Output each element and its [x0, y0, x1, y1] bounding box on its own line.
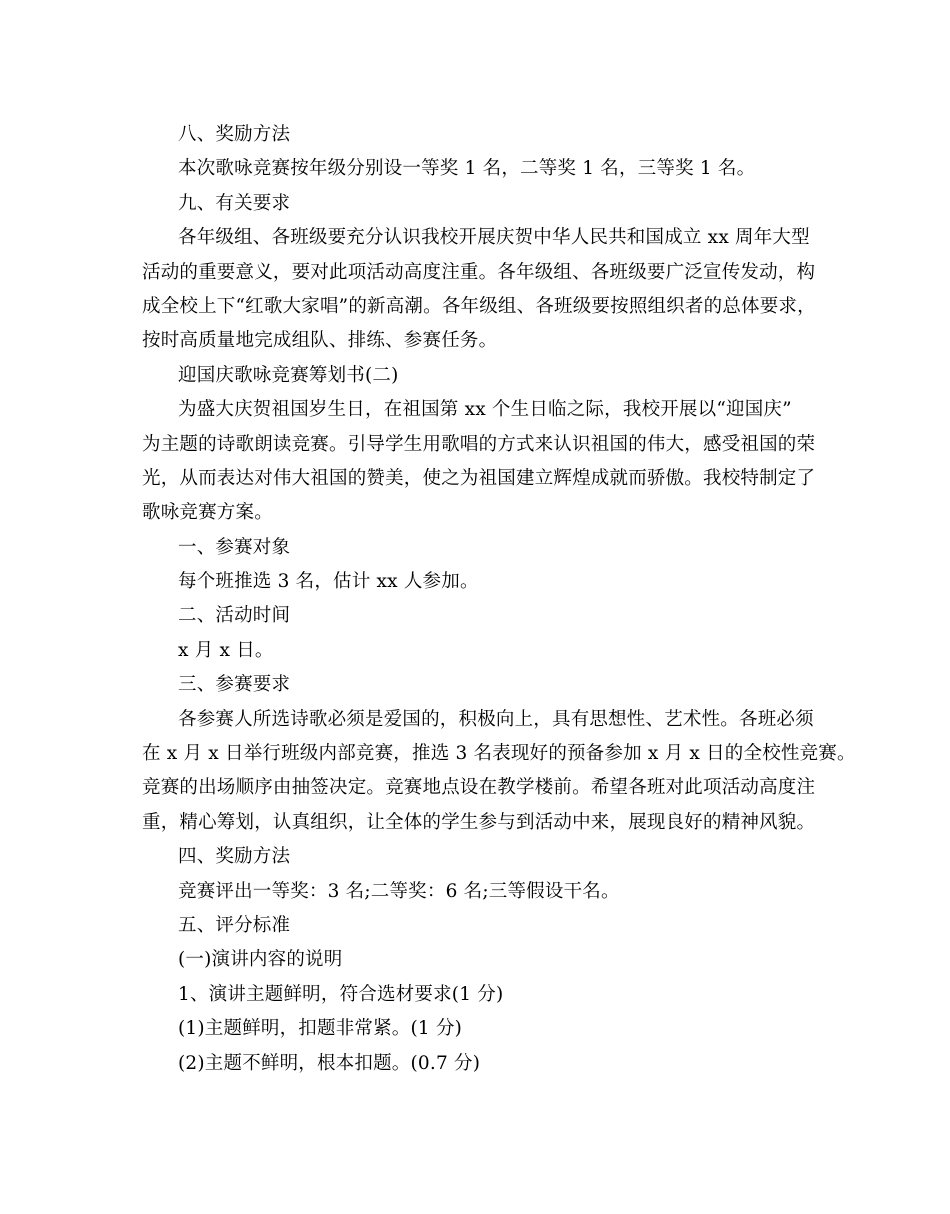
text-line: 竞赛评出一等奖：3 名;二等奖：6 名;三等假设干名。: [178, 880, 620, 902]
text-line: 为盛大庆贺祖国岁生日，在祖国第 xx 个生日临之际，我校开展以“迎国庆”: [178, 399, 792, 421]
text-line: 本次歌咏竞赛按年级分别设一等奖 1 名，二等奖 1 名，三等奖 1 名。: [178, 158, 756, 180]
text-line: (2)主题不鲜明，根本扣题。(0.7 分): [178, 1052, 481, 1074]
text-line: 重，精心筹划，认真组织，让全体的学生参与到活动中来，展现良好的精神风貌。: [142, 811, 816, 833]
text-line: 各年级组、各班级要充分认识我校开展庆贺中华人民共和国成立 xx 周年大型: [178, 227, 810, 249]
text-line: 每个班推选 3 名，估计 xx 人参加。: [178, 571, 479, 593]
text-line: x 月 x 日。: [178, 639, 274, 661]
text-line: (1)主题鲜明，扣题非常紧。(1 分): [178, 1018, 463, 1040]
text-line: 四、奖励方法: [178, 846, 291, 868]
text-line: 按时高质量地完成组队、排练、参赛任务。: [142, 330, 498, 352]
text-line: 三、参赛要求: [178, 674, 291, 696]
text-line: 迎国庆歌咏竞赛筹划书(二): [178, 364, 399, 386]
text-line: 九、有关要求: [178, 192, 291, 214]
text-line: 成全校上下“红歌大家唱”的新高潮。各年级组、各班级要按照组织者的总体要求，: [142, 295, 816, 317]
text-line: 为主题的诗歌朗读竞赛。引导学生用歌唱的方式来认识祖国的伟大，感受祖国的荣: [142, 433, 816, 455]
text-line: 竞赛的出场顺序由抽签决定。竞赛地点设在教学楼前。希望各班对此项活动高度注: [142, 777, 816, 799]
text-line: 二、活动时间: [178, 605, 291, 627]
text-line: 五、评分标准: [178, 914, 291, 936]
text-line: 光，从而表达对伟大祖国的赞美，使之为祖国建立辉煌成就而骄傲。我校特制定了: [142, 467, 816, 489]
text-line: 八、奖励方法: [178, 124, 291, 145]
text-line: 一、参赛对象: [178, 536, 291, 558]
text-line: 歌咏竞赛方案。: [142, 502, 273, 524]
text-line: 1、演讲主题鲜明，符合选材要求(1 分): [178, 983, 504, 1005]
document-body: [142, 118, 856, 1081]
text-line: 各参赛人所选诗歌必须是爱国的，积极向上，具有思想性、艺术性。各班必须: [178, 708, 814, 730]
text-line: (一)演讲内容的说明: [178, 949, 343, 971]
text-line: 活动的重要意义，要对此项活动高度注重。各年级组、各班级要广泛宣传发动，构: [142, 261, 816, 283]
text-line: 在 x 月 x 日举行班级内部竞赛，推选 3 名表现好的预备参加 x 月 x 日的全校性竞赛。: [142, 743, 856, 765]
